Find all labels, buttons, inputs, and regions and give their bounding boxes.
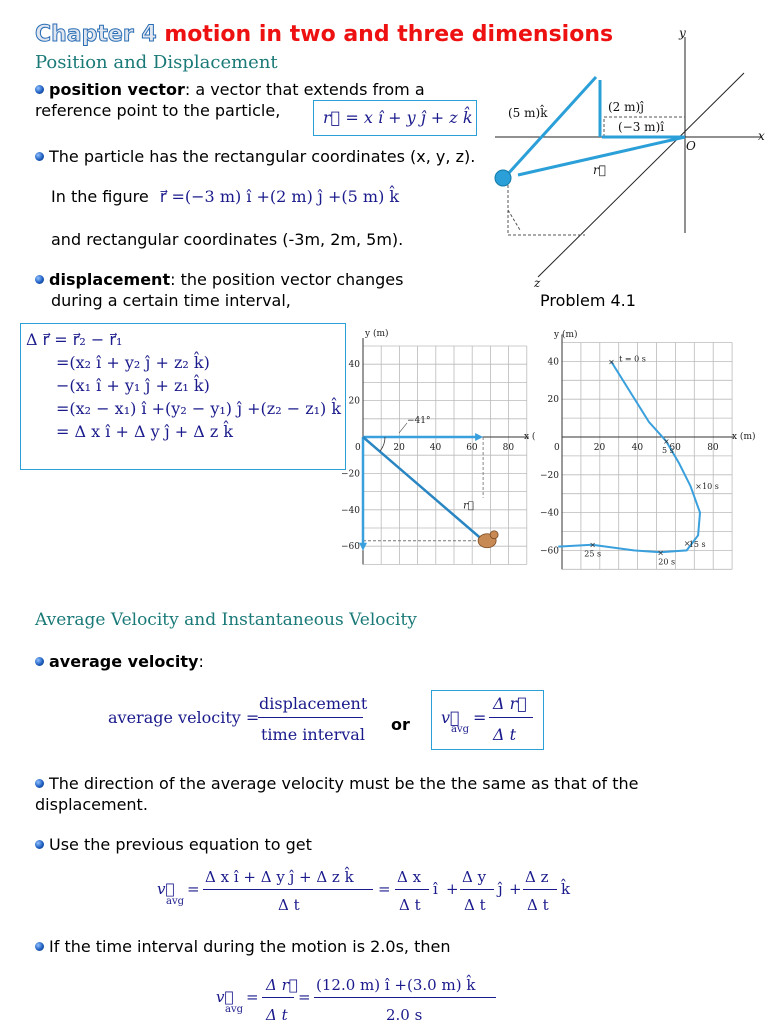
- box-eq-num: Δ r⃗: [493, 694, 527, 713]
- avg-eq-den: time interval: [261, 725, 365, 744]
- box-eq-sub: avg: [451, 724, 470, 735]
- position-vector-line1: [35, 79, 425, 100]
- y-axis-label: y (m): [365, 329, 389, 339]
- time-marker: ×: [695, 482, 702, 492]
- displacement-desc: : the position vector changes: [170, 270, 404, 289]
- eq2-num2: Δ x: [397, 868, 422, 886]
- avg-velocity-term: average velocity: [49, 652, 199, 671]
- particle: [495, 170, 511, 186]
- bullet-icon: [35, 275, 44, 284]
- fraction-bar: [314, 997, 496, 998]
- x-tick-label: 0: [554, 443, 560, 453]
- eq2-den3: Δ t: [464, 896, 486, 914]
- eq3-num1: Δ r⃗: [266, 976, 298, 994]
- box-eq-equals: =: [473, 708, 487, 727]
- x-tick-label: 40: [429, 443, 442, 453]
- label-j: (2 m)ĵ: [608, 100, 644, 114]
- x-axis-label: x (m): [732, 432, 756, 442]
- displacement-vector: [363, 437, 480, 538]
- time-marker: ×: [662, 436, 670, 446]
- time-label: 20 s: [658, 557, 676, 567]
- avg-eq-lhs: average velocity =: [108, 708, 260, 727]
- y-tick-label: 40: [547, 357, 559, 368]
- coords-description: and rectangular coordinates (-3m, 2m, 5m).: [51, 230, 404, 249]
- displacement-line1: [35, 269, 403, 290]
- position-vector-line2: reference point to the particle,: [35, 101, 281, 120]
- box-eq-den: Δ t: [493, 725, 517, 744]
- trajectory-graph: [540, 326, 768, 574]
- bullet-icon: [35, 657, 44, 666]
- equals-sign: =: [298, 988, 311, 1006]
- label-y: y: [679, 26, 686, 40]
- y-tick-label: −60: [540, 546, 559, 557]
- eq2-num1: Δ x î + Δ y ĵ + Δ z k̂: [205, 868, 354, 886]
- eq3-den1: Δ t: [266, 1006, 288, 1024]
- eq3-sub: avg: [225, 1004, 244, 1015]
- or-label: or: [391, 715, 410, 734]
- label-x: x: [758, 129, 765, 143]
- direction-line2: displacement.: [35, 795, 148, 814]
- eq2-den1: Δ t: [278, 896, 300, 914]
- eq3-num2: (12.0 m) î +(3.0 m) k̂: [316, 976, 476, 994]
- bullet-icon: [35, 840, 44, 849]
- fraction-bar: [395, 889, 429, 890]
- r-label: r⃗: [463, 500, 474, 512]
- trajectory-path: [558, 361, 700, 552]
- displacement-line2: during a certain time interval,: [51, 291, 291, 310]
- fraction-bar: [262, 997, 294, 998]
- figure-eq: r⃗ =(−3 m) î +(2 m) ĵ +(5 m) k̂: [159, 187, 400, 206]
- bullet-icon: [35, 942, 44, 951]
- fraction-bar: [460, 889, 494, 890]
- section-heading-velocity: Average Velocity and Instantaneous Velocity: [35, 610, 417, 630]
- x-tick-label: 60: [466, 443, 478, 453]
- y-tick-label: −60: [341, 542, 360, 553]
- use-text: Use the previous equation to get: [49, 835, 312, 854]
- direction-line1: [35, 773, 639, 794]
- coords-text: The particle has the rectangular coordinates (x, y, z).: [49, 147, 476, 166]
- time-label: 10 s: [702, 482, 719, 492]
- time-label: 25 s: [584, 549, 602, 559]
- avg-velocity-result-eq: [216, 976, 516, 1024]
- fraction-bar: [523, 889, 557, 890]
- angle-arc: [380, 437, 385, 451]
- coords-line: [35, 146, 475, 167]
- label-z: z: [534, 276, 541, 290]
- eq2-unit3: ĵ: [498, 880, 503, 898]
- time-marker: ×: [683, 538, 691, 548]
- avg-eq-num: displacement: [259, 694, 368, 713]
- disp-eq-line-4: =(x₂ − x₁) î +(y₂ − y₁) ĵ +(z₂ − z₁) k̂: [56, 399, 342, 418]
- x-tick-label: 80: [502, 443, 515, 453]
- displacement-eq: [26, 328, 341, 443]
- leader-line: [399, 423, 407, 433]
- avg-velocity-components-eq: [157, 868, 587, 918]
- eq3-den2: 2.0 s: [386, 1006, 423, 1024]
- label-k: (5 m)k̂: [508, 106, 548, 120]
- eq3-lhs: v⃗: [216, 988, 234, 1006]
- x-tick-label: 80: [707, 443, 719, 453]
- equals-sign: =: [378, 880, 391, 898]
- displacement-term: displacement: [49, 270, 171, 289]
- x-tick-label: 20: [593, 443, 606, 453]
- avg-velocity-colon: :: [198, 652, 204, 671]
- x-tick-label: 0: [355, 443, 361, 453]
- equals-sign: =: [246, 988, 259, 1006]
- label-r: r⃗: [593, 163, 606, 177]
- eq2-sub: avg: [166, 896, 185, 907]
- label-origin: O: [686, 139, 696, 153]
- equals-sign: =: [187, 880, 200, 898]
- y-tick-label: 20: [547, 395, 559, 406]
- box-eq-lhs: v⃗: [441, 708, 460, 727]
- eq2-den2: Δ t: [399, 896, 421, 914]
- bullet-icon: [35, 152, 44, 161]
- chapter-label: Chapter 4: [35, 22, 157, 47]
- eq2-num4: Δ z: [525, 868, 549, 886]
- time-label: t = 0 s: [619, 354, 646, 364]
- disp-eq-line-2: =(x₂ î + y₂ ĵ + z₂ k̂): [56, 353, 210, 372]
- bullet-icon: [35, 85, 44, 94]
- y-tick-label: −20: [540, 470, 559, 481]
- arrowhead: [359, 543, 367, 551]
- angle-label: −41°: [407, 416, 431, 426]
- time-marker: ×: [608, 357, 615, 367]
- eq2-lhs: v⃗: [157, 880, 175, 898]
- disp-eq-line-1: Δ r⃗ = r⃗₂ − r⃗₁: [26, 330, 123, 349]
- bullet-icon: [35, 779, 44, 788]
- avg-velocity-line: [35, 651, 204, 672]
- figure-prefix: In the figure: [51, 187, 149, 206]
- section-heading-position: Position and Displacement: [35, 52, 278, 73]
- time-label: 5 s: [661, 445, 674, 455]
- position-vector-desc: : a vector that extends from a: [184, 80, 425, 99]
- eq2-den4: Δ t: [527, 896, 549, 914]
- time-marker: ×: [589, 540, 596, 550]
- fraction-bar: [489, 717, 533, 718]
- interval-text: If the time interval during the motion is 2.0s, then: [49, 937, 451, 956]
- x-tick-label: 60: [669, 443, 681, 453]
- problem-label: Problem 4.1: [540, 291, 636, 310]
- y-tick-label: 20: [348, 396, 360, 407]
- fraction-bar: [258, 717, 363, 718]
- y-axis-label: y (m): [554, 330, 578, 340]
- arrowhead: [475, 433, 483, 441]
- figure-line: [51, 186, 399, 207]
- x-tick-label: 20: [393, 443, 405, 453]
- y-tick-label: −20: [341, 469, 360, 480]
- use-line: [35, 834, 312, 855]
- position-vector-eq: r⃗ = x î + y ĵ + z k̂: [323, 108, 473, 127]
- coordinate-figure-3d: [490, 25, 768, 290]
- displacement-graph: [338, 326, 538, 574]
- disp-eq-line-5: = Δ x î + Δ y ĵ + Δ z k̂: [56, 422, 234, 441]
- y-tick-label: −40: [341, 505, 360, 516]
- eq2-unit2: î: [433, 880, 438, 898]
- time-label: 15 s: [688, 539, 706, 549]
- fraction-bar: [203, 889, 373, 890]
- eq2-num3: Δ y: [462, 868, 487, 886]
- plus-sign: +: [446, 880, 459, 898]
- plus-sign: +: [509, 880, 522, 898]
- time-marker: ×: [657, 548, 664, 558]
- interval-line: [35, 936, 450, 957]
- x-axis-label: x (: [524, 432, 536, 442]
- chapter-topic: motion in two and three dimensions: [164, 22, 614, 47]
- x-tick-label: 40: [631, 443, 644, 453]
- direction-text: The direction of the average velocity must be the the same as that of the: [49, 774, 639, 793]
- y-tick-label: −40: [540, 508, 559, 519]
- rabbit-head: [490, 531, 498, 539]
- label-i: (−3 m)î: [618, 120, 665, 134]
- disp-eq-line-3: −(x₁ î + y₁ ĵ + z₁ k̂): [56, 376, 210, 395]
- eq2-unit4: k̂: [561, 880, 571, 898]
- y-tick-label: 40: [348, 360, 360, 371]
- position-vector-term: position vector: [49, 80, 185, 99]
